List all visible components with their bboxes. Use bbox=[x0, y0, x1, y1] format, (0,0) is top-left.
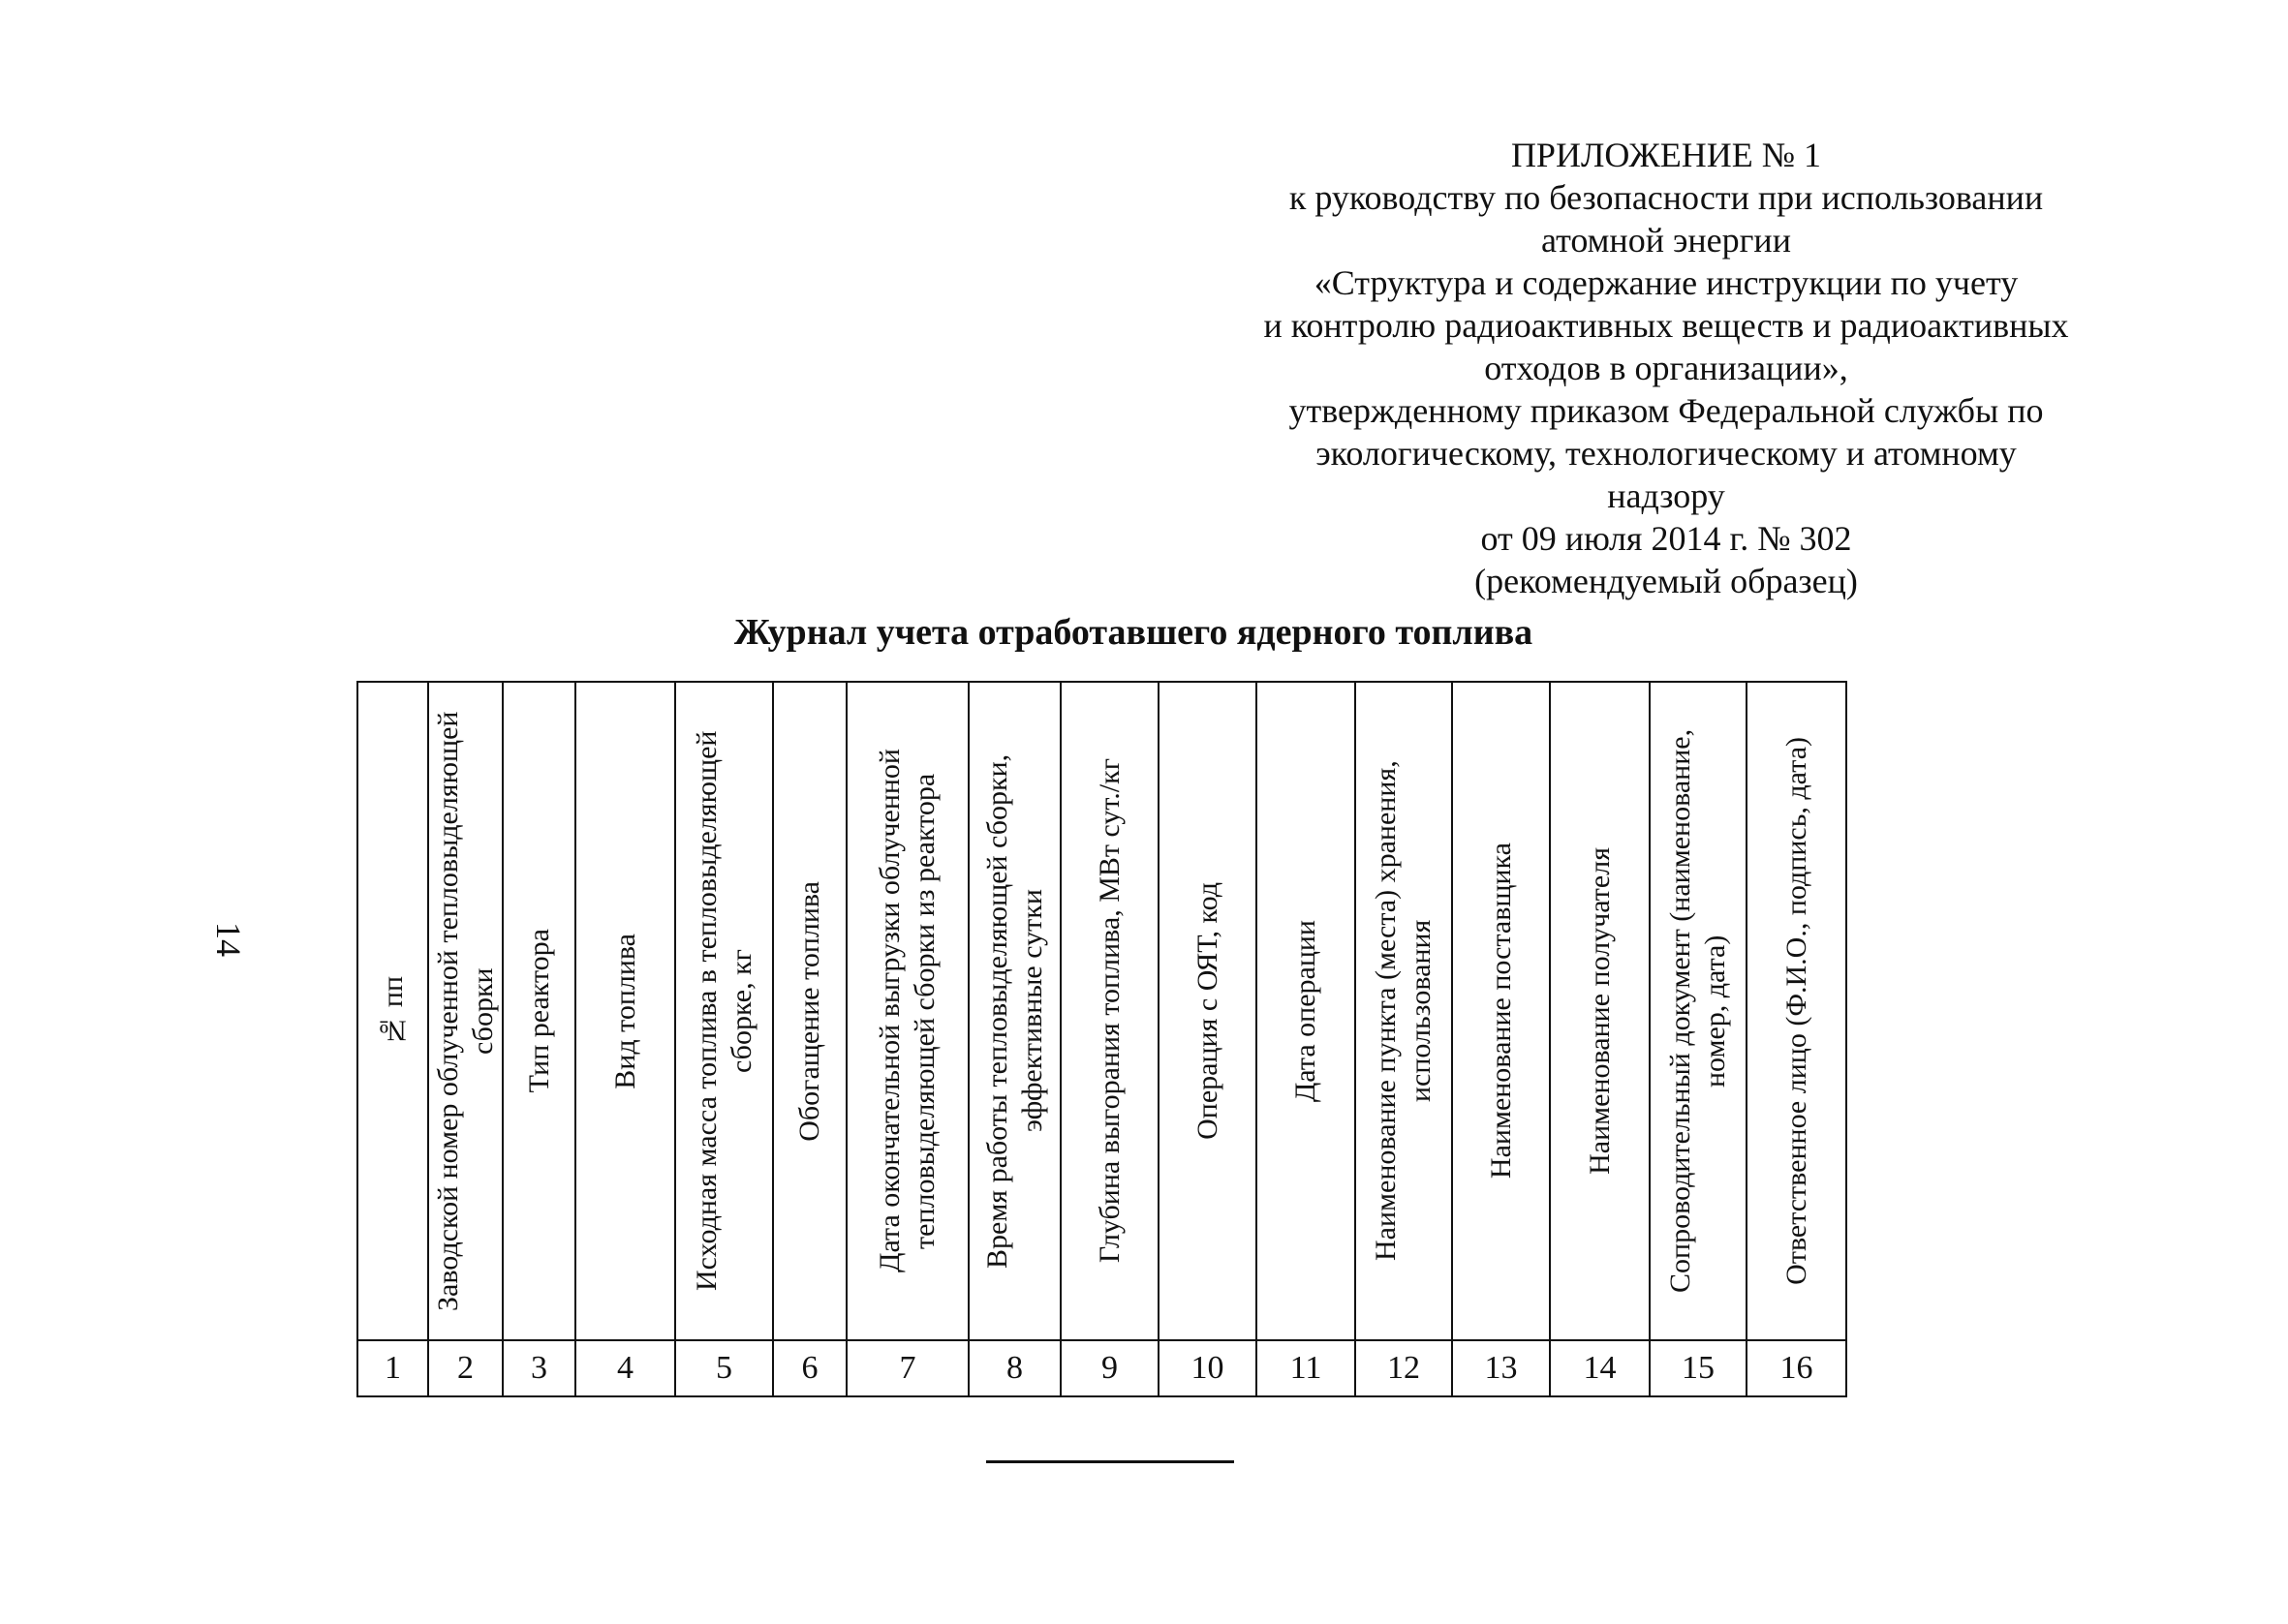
journal-table bbox=[356, 681, 1847, 1397]
column-number: 5 bbox=[675, 1340, 773, 1396]
column-header: Вид топлива bbox=[575, 682, 675, 1340]
appendix-header-line: к руководству по безопасности при использовании bbox=[1288, 178, 2044, 217]
column-header: Ответственное лицо (Ф.И.О., подпись, дата) bbox=[1747, 682, 1846, 1340]
appendix-header-line: отходов в организации», bbox=[1484, 349, 1848, 387]
column-header: Дата операции bbox=[1256, 682, 1355, 1340]
column-number: 14 bbox=[1550, 1340, 1650, 1396]
column-header: Время работы тепловыделяющей сборки, эффективные сутки bbox=[969, 682, 1061, 1340]
column-number: 10 bbox=[1159, 1340, 1256, 1396]
appendix-header-line: надзору bbox=[1607, 476, 1725, 515]
appendix-header-line: утвержденному приказом Федеральной службы по bbox=[1288, 391, 2044, 430]
column-number: 13 bbox=[1452, 1340, 1550, 1396]
column-header: Операция с ОЯТ, код bbox=[1159, 682, 1256, 1340]
footer-divider bbox=[986, 1460, 1234, 1463]
column-number: 3 bbox=[503, 1340, 575, 1396]
table-number-row bbox=[357, 1340, 1846, 1396]
column-header: Наименование пункта (места) хранения, использования bbox=[1355, 682, 1452, 1340]
appendix-header-line: ПРИЛОЖЕНИЕ № 1 bbox=[1510, 136, 1822, 174]
column-header: Заводской номер облученной тепловыделяющей сборки bbox=[428, 682, 503, 1340]
column-number: 12 bbox=[1355, 1340, 1452, 1396]
column-header: Наименование поставщика bbox=[1452, 682, 1550, 1340]
appendix-header-line: и контролю радиоактивных веществ и радиоактивных bbox=[1263, 306, 2069, 345]
page-number: 14 bbox=[209, 922, 248, 957]
column-header: № пп bbox=[357, 682, 428, 1340]
column-number: 4 bbox=[575, 1340, 675, 1396]
column-header: Обогащение топлива bbox=[773, 682, 847, 1340]
table-header-row bbox=[357, 682, 1846, 1340]
appendix-header-line: от 09 июля 2014 г. № 302 bbox=[1480, 519, 1852, 558]
column-header: Наименование получателя bbox=[1550, 682, 1650, 1340]
column-header: Глубина выгорания топлива, МВт сут./кг bbox=[1061, 682, 1159, 1340]
column-number: 8 bbox=[969, 1340, 1061, 1396]
appendix-header-line: «Структура и содержание инструкции по учету bbox=[1314, 263, 2019, 302]
column-number: 16 bbox=[1747, 1340, 1846, 1396]
appendix-header-line: экологическому, технологическому и атомному bbox=[1315, 434, 2017, 473]
column-number: 1 bbox=[357, 1340, 428, 1396]
column-header: Дата окончательной выгрузки облученной тепловыделяющей сборки из реактора bbox=[847, 682, 969, 1340]
column-number: 11 bbox=[1256, 1340, 1355, 1396]
appendix-header-line: (рекомендуемый образец) bbox=[1474, 562, 1858, 600]
column-header: Сопроводительный документ (наименование, номер, дата) bbox=[1650, 682, 1747, 1340]
appendix-header-line: атомной энергии bbox=[1541, 221, 1791, 260]
column-header: Исходная масса топлива в тепловыделяющей сборке, кг bbox=[675, 682, 773, 1340]
column-number: 9 bbox=[1061, 1340, 1159, 1396]
document-title: Журнал учета отработавшего ядерного топлива bbox=[733, 612, 1533, 653]
column-number: 15 bbox=[1650, 1340, 1747, 1396]
column-header: Тип реактора bbox=[503, 682, 575, 1340]
column-number: 2 bbox=[428, 1340, 503, 1396]
appendix-header bbox=[1201, 134, 2131, 602]
column-number: 6 bbox=[773, 1340, 847, 1396]
column-number: 7 bbox=[847, 1340, 969, 1396]
